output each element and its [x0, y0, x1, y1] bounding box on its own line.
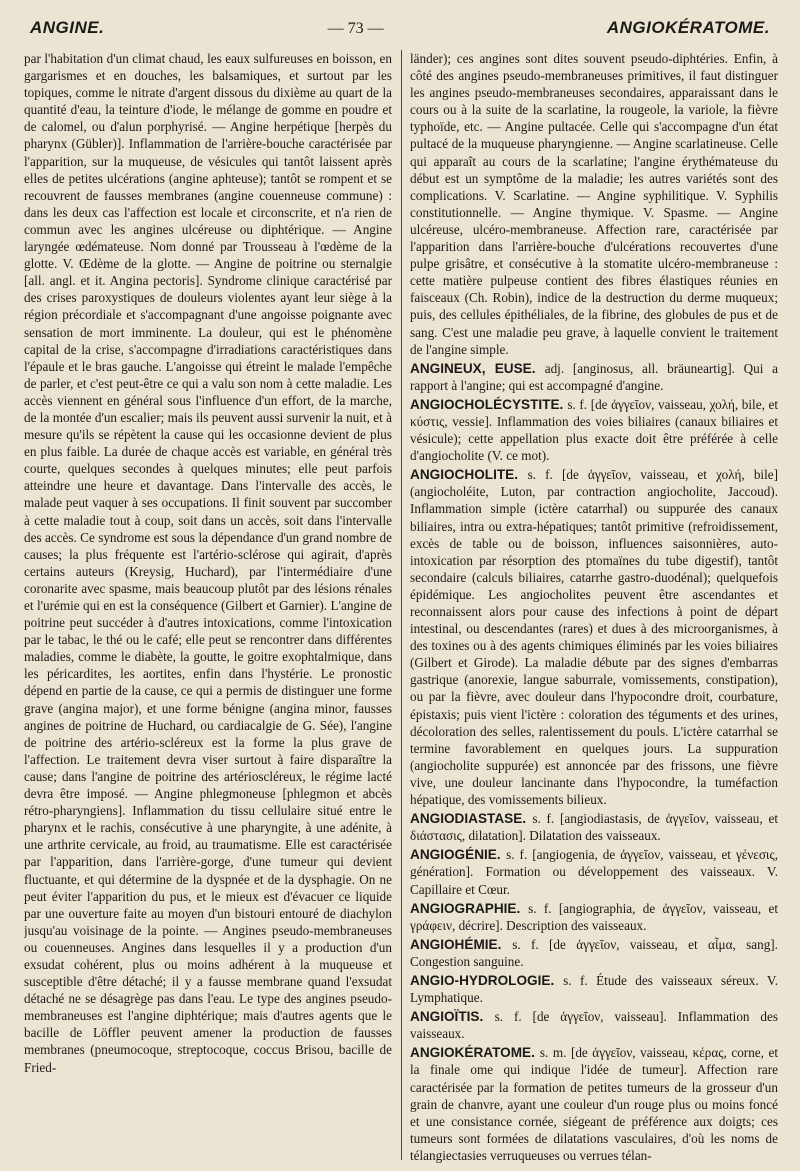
entry-headword: ANGIO-HYDROLOGIE.	[410, 972, 564, 988]
left-column-text: par l'habitation d'un climat chaud, les eaux sulfureuses en boisson, en gargarismes et en douches, les balsamiques, et surtout par les topiques, comme le nitrate d'argent dissous du dixième au quart de la quantité d'eau, la teinture d'iode, le mélange de gomme en poudre et de calomel, ou d'alun porphyrisé. — Angine herpétique [herpès du pharynx (Gübler)]. Inflammation de l'arrière-bouche caractérisée par l'apparition, sur la muqueuse, de vésicules qui tantôt laissent après elles de petites ulcérations (angine aphteuse); tantôt se rompent et se recouvrent de fausses membranes (angine couenneuse commune) : dans les deux cas l'affection est locale et circonscrite, et n'a rien de commun avec les angines ulcéreuse ou diphtérique. — Angine laryngée œdémateuse. Nom donné par Trousseau à l'œdème de la glotte. V. Œdème de la glotte. — Angine de poitrine ou sternalgie [all. angl. et it. Angina pectoris]. Syndrome clinique caractérisé par des crises paroxystiques de douleurs violentes ayant leur siège à la région précordiale et s'accompagnant d'une angoisse poignante avec sensation de mort imminente. La douleur, qui est le phénomène capital de la crise, s'accompagne d'irradiations caractéristiques dans l'épaule et le bras gauche. L'angoisse qui étreint le malade l'empêche de parler, et c'est peut-être ce qui a valu son nom à cette maladie. Les accès viennent en général sous l'influence d'un effort, de la marche, de la montée d'un escalier; mais ils peuvent aussi survenir la nuit, et à mesure qu'ils se répètent la cause qui les occasionne devient de plus en plus faible. La durée de chaque accès est variable, en général très courte, quelques secondes à quelques minutes; elle peut parfois atteindre une heure et davantage. Dans l'intervalle des accès, le malade peut vaquer à ses occupations. Il finit souvent par succomber à cette maladie tout à coup, soit dans un accès, soit dans l'intervalle des accès. Ce syndrome est sous la dépendance d'un grand nombre de causes; la plus fréquente est l'artério-sclérose qui agirait, d'après certains auteurs (Kreysig, Huchard), par l'intermédiaire d'une coronarite avec spasme, mais beaucoup plutôt par des lésions rénales et l'urémie qui en est la conséquence (Gilbert et Garnier). L'angine de poitrine peut succéder à d'autres intoxications, comme l'intoxication par le tabac, le thé ou le café; elle peut se rencontrer dans différentes maladies, comme le diabète, la goutte, le goitre exophtalmique, dans les péricardites, les aortites, enfin dans l'hystérie. Le pronostic dépend en partie de la cause, ce qui a permis de distinguer une forme grave (angina major), et une forme bénigne (angina minor, fausses angines de poitrine de Huchard, ou cardiacalgie de G. Sée), l'angine de poitrine des artério-scléreux est la forme la plus grave de l'affection. Le traitement devra viser surtout à faire disparaître la cause; dans l'angine de poitrine des artérioscléreux, le régime lacté devra être imposé. — Angine phlegmoneuse [phlegmon et abcès rétro-pharyngiens]. Inflammation du tissu cellulaire situé entre le pharynx et le rachis, consécutive à une pharyngite, à une adénite, à une arthrite cervicale, au froid, au traumatisme. Elle est caractérisée par l'apparition, dans l'arrière-gorge, d'une tumeur qui devient fluctuante, et qui détermine de la dyspnée et de la dysphagie. On ne peut éviter l'apparition du pus, et le mieux est d'évacuer ce liquide par une ouverture faite au moyen d'un bistouri entouré de diachylon jusqu'au voisinage de la pointe. — Angines pseudo-membraneuses ou couenneuses. Angines dans lesquelles il y a production d'un exsudat cohérent, plus ou moins adhérent à la muqueuse et susceptible d'être détaché; il y a fausse membrane quand l'exsudat détaché ne se désagrège pas dans l'eau. Le type des angines pseudo-membraneuses est l'angine diphtérique; mais d'autres agents que le bacille de Löffler peuvent amener la production de fausses membranes (pneumocoque, streptocoque, coccus Brisou, bacille de Fried-	[24, 51, 392, 1075]
entry-headword: ANGIOCHOLITE.	[410, 467, 528, 483]
column-divider	[401, 50, 402, 1160]
entry-headword: ANGIOÏTIS.	[410, 1009, 495, 1025]
entry-angiohemie	[410, 936, 778, 970]
entry-angioitis	[410, 1008, 778, 1042]
entry-angio-hydrologie	[410, 972, 778, 1006]
entry-definition: s. f. [de ἀγγεῖον, vaisseau, et αἷμα, sang]. Congestion sanguine.	[410, 936, 778, 969]
entry-angiocholite	[410, 466, 778, 808]
entry-angiogenie	[410, 846, 778, 897]
running-header	[30, 18, 770, 44]
entry-definition: s. f. [angiogenia, de ἀγγεῖον, vaisseau, et γένεσις, génération]. Formation ou développement des vaisseaux. V. Capillaire et Cœur.	[410, 847, 778, 897]
entry-definition: s. f. [de ἀγγεῖον, vaisseau, et χολή, bile] (angiocholéite, Luton, par contraction angiocholite, Jaccoud). Inflammation simple (ictère catarrhal) ou suppurée des canaux biliaires, intra ou extra-hépatiques; tantôt primitive (refroidissement, excès de table ou de boisson, influences saisonnières, auto-intoxication par résorption des ptomaïnes du tube digestif), tantôt secondaire (calculs biliaires, catarrhe gastro-duodénal); quelquefois épidémique. Les angiocholites peuvent être ascendantes et reconnaissent alors pour cause des infections à point de départ intestinal, ou descendantes (rares) et dues à des microorganismes, à des toxines ou à des agents chimiques éliminés par les voies biliaires (Gilbert et Girode). La maladie débute par des signes d'embarras gastrique (anorexie, langue saburrale, vomissements, constipation), ou par la fièvre, avec douleur dans l'hypocondre droit, courbature, épistaxis; puis vient l'ictère : coloration des téguments et des urines, décoloration des selles, ralentissement du pouls. L'ictère catarrhal se termine favorablement en quelques jours. La suppuration (angiocholite suppurée) est annoncée par des frissons, une fièvre vive, une douleur lancinante dans l'hypocondre, la tuméfaction hépatique, des vomissements bilieux.	[410, 467, 778, 808]
right-column-intro: länder); ces angines sont dites souvent pseudo-diphtéries. Enfin, à côté des angines pseudo-membraneuses primitives, il faut distinguer les angines pseudo-membraneuses secondaires, apparaissant dans le cours ou à la suite de la scarlatine, la rougeole, la variole, la fièvre typhoïde, etc. — Angine pultacée. Celle qui s'accompagne d'un état pultacé de la muqueuse pharyngienne. — Angine scarlatineuse. Celle qui apparaît au cours de la scarlatine; l'angine érythémateuse du début est un symptôme de la maladie; les autres variétés sont des complications. V. Scarlatine. — Angine syphilitique. V. Syphilis constitutionnelle. — Angine thymique. V. Spasme. — Angine ulcéreuse, ulcéro-membraneuse. Affection rare, caractérisée par l'apparition dans l'arrière-bouche d'ulcérations recouvertes d'une pulpe grisâtre, et consécutive à la stomatite ulcéro-membraneuse : cette matière pulpeuse contient des fibres élastiques réunies en faisceaux (Ch. Robin), indice de la destruction du derme muqueux; puis, des cellules épithéliales, de la fibrine, des globules de pus et de sang. C'est une maladie peu grave, à laquelle convient le traitement de l'angine simple.	[410, 51, 778, 357]
entry-headword: ANGINEUX, EUSE.	[410, 360, 545, 376]
entry-definition: s. f. [angiographia, de ἀγγεῖον, vaisseau, et γράφειν, décrire]. Description des vaisseaux.	[410, 900, 778, 933]
entry-definition: s. m. [de ἀγγεῖον, vaisseau, κέρας, corne, et la finale ome qui indique l'idée de tumeur]. Affection rare caractérisée par la formation de petites tumeurs de la grosseur d'un grain de chanvre, ayant une couleur d'un rouge plus ou moins foncé et une consistance cornée, siégeant de préférence aux doigts; ces tumeurs sont formées de dilatations vasculaires, d'où les noms de télangiectasies verruqueuses ou verrues télan-	[410, 1045, 778, 1163]
entry-headword: ANGIOGÉNIE.	[410, 847, 507, 863]
left-column	[24, 50, 392, 1165]
entry-definition: s. f. [de ἀγγεῖον, vaisseau]. Inflammation des vaisseaux.	[410, 1009, 778, 1042]
entry-headword: ANGIOCHOLÉCYSTITE.	[410, 396, 568, 412]
entry-headword: ANGIOHÉMIE.	[410, 936, 513, 952]
entry-headword: ANGIOGRAPHIE.	[410, 900, 529, 916]
entry-definition: s. f. Étude des vaisseaux séreux. V. Lymphatique.	[410, 972, 778, 1006]
entry-definition: s. f. [angiodiastasis, de ἀγγεῖον, vaisseau, et διάστασις, dilatation]. Dilatation des vaisseaux.	[410, 811, 778, 844]
entry-angiodiastase	[410, 810, 778, 844]
entry-angiocholecystite	[410, 396, 778, 464]
entry-angiokeratome	[410, 1044, 778, 1164]
page-number: — 73 —	[327, 20, 384, 37]
entry-headword: ANGIOKÉRATOME.	[410, 1045, 540, 1061]
right-column	[410, 50, 778, 1165]
header-left-word: ANGINE.	[30, 18, 105, 37]
entry-angineux	[410, 360, 778, 394]
entry-definition: adj. [anginosus, all. bräuneartig]. Qui a rapport à l'angine; qui est accompagné d'angine.	[410, 360, 778, 393]
entry-definition: s. f. [de ἀγγεῖον, vaisseau, χολή, bile, et κύστις, vessie]. Inflammation des voies biliaires (canaux biliaires et vésicule); cette appellation plus exacte doit être préférée à celle d'angiocholite (V. ce mot).	[410, 396, 778, 464]
header-right-word: ANGIOKÉRATOME.	[606, 18, 770, 37]
entry-angiographie	[410, 900, 778, 934]
entry-headword: ANGIODIASTASE.	[410, 811, 533, 827]
